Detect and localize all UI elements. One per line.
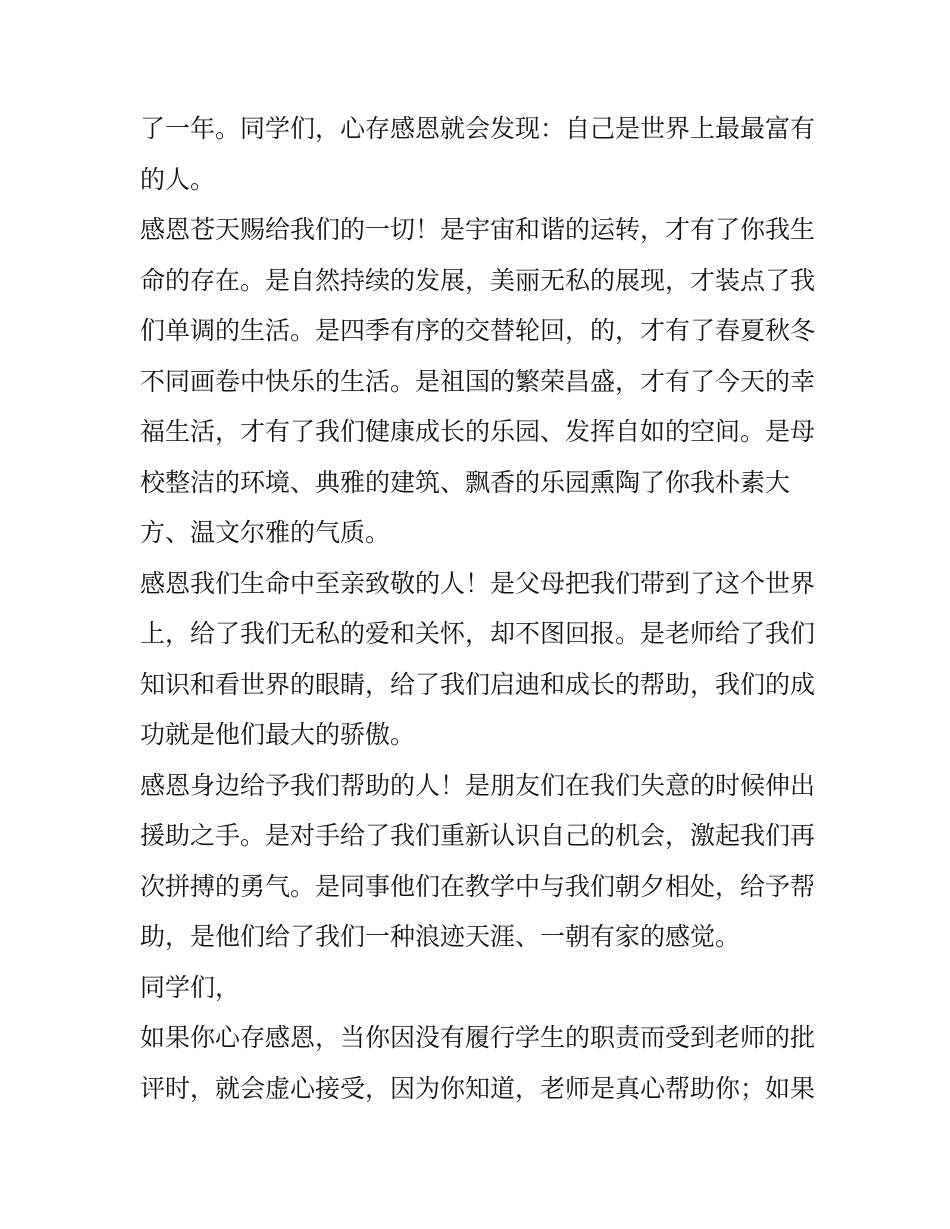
text-line: 功就是他们最大的骄傲。 — [140, 720, 416, 749]
text-line: 命的存在。是自然持续的发展，美丽无私的展现，才装点了我 — [140, 265, 816, 295]
text-line: 福生活，才有了我们健康成长的乐园、发挥自如的空间。是母 — [140, 417, 816, 446]
text-line: 次拼搏的勇气。是同事他们在教学中与我们朝夕相处，给予帮 — [140, 871, 816, 901]
document-body — [140, 104, 820, 1114]
text-line: 方、温文尔雅的气质。 — [140, 518, 391, 547]
text-line: 同学们， — [140, 972, 241, 1002]
text-line: 的人。 — [140, 164, 216, 194]
text-line: 上，给了我们无私的爱和关怀，却不图回报。是老师给了我们 — [140, 619, 816, 648]
text-line: 感恩我们生命中至亲致敬的人！是父母把我们带到了这个世界 — [140, 568, 816, 598]
text-line: 了一年。同学们，心存感恩就会发现：自己是世界上最最富有 — [140, 114, 816, 143]
text-line: 感恩身边给予我们帮助的人！是朋友们在我们失意的时候伸出 — [140, 770, 816, 800]
text-line: 援助之手。是对手给了我们重新认识自己的机会，激起我们再 — [140, 821, 816, 850]
text-line: 如果你心存感恩，当你因没有履行学生的职责而受到老师的批 — [140, 1023, 816, 1052]
text-line: 助，是他们给了我们一种浪迹天涯、一朝有家的感觉。 — [140, 922, 741, 951]
text-line: 感恩苍天赐给我们的一切！是宇宙和谐的运转，才有了你我生 — [140, 215, 816, 244]
text-line: 们单调的生活。是四季有序的交替轮回，的，才有了春夏秋冬 — [140, 316, 816, 345]
text-line: 不同画卷中快乐的生活。是祖国的繁荣昌盛，才有了今天的幸 — [140, 366, 816, 396]
text-line: 知识和看世界的眼睛，给了我们启迪和成长的帮助，我们的成 — [140, 669, 816, 699]
text-line: 校整洁的环境、典雅的建筑、飘香的乐园熏陶了你我朴素大 — [140, 467, 791, 497]
text-line: 评时，就会虚心接受，因为你知道，老师是真心帮助你；如果 — [140, 1073, 816, 1103]
